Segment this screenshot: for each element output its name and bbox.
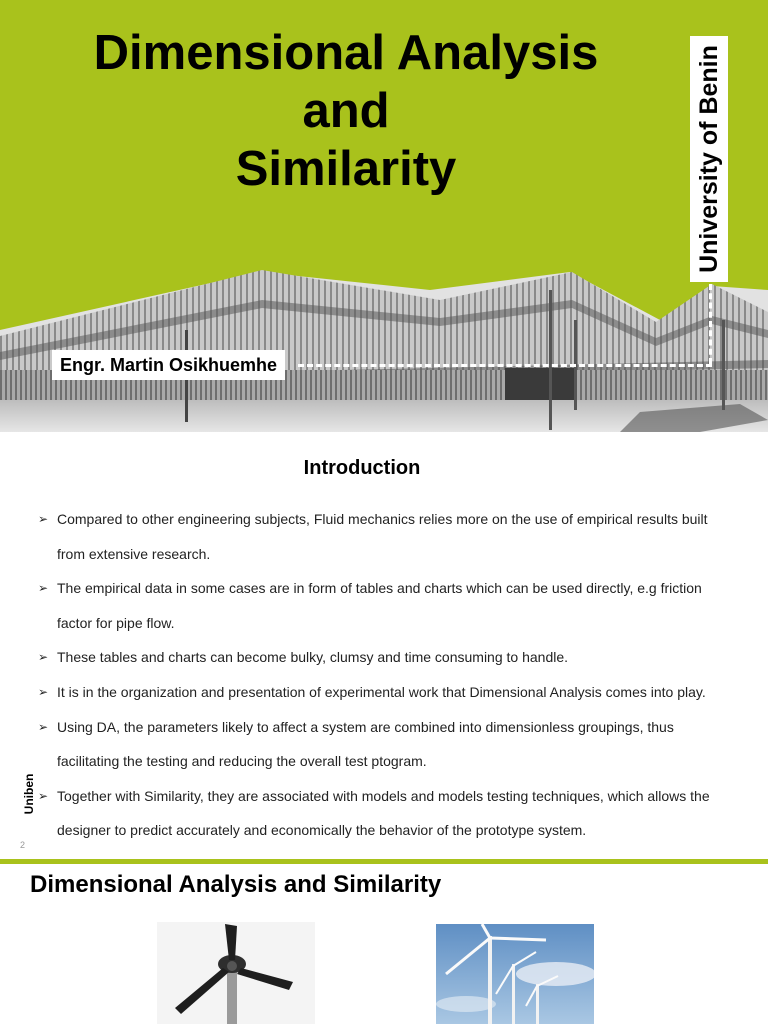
institution-name: University of Benin: [695, 45, 723, 273]
introduction-slide: [0, 432, 768, 860]
title-line: and: [302, 84, 390, 138]
arrow-bullet-icon: ➢: [38, 788, 49, 803]
title-line: Dimensional Analysis: [93, 26, 599, 80]
list-item: [38, 571, 738, 640]
bullet-text: Compared to other engineering subjects, Fluid mechanics relies more on the use of empirical results built from extensive research.: [57, 511, 708, 562]
list-item: [38, 640, 738, 675]
bullet-list: [38, 502, 738, 848]
presentation-title: [0, 24, 692, 198]
list-item: [38, 675, 738, 710]
bullet-text: Together with Similarity, they are associated with models and models testing techniques, which allows the designer to predict accurately and economically the behavior of the prototype system.: [57, 787, 710, 839]
connector-line: [298, 364, 712, 367]
arrow-bullet-icon: ➢: [38, 719, 49, 734]
list-item: [38, 779, 738, 848]
connector-line: [709, 284, 712, 364]
arrow-bullet-icon: ➢: [38, 650, 49, 665]
bullet-text: Using DA, the parameters likely to affect a system are combined into dimensionless groupings, thus facilitating the testing and reducing the overall test ptogram.: [57, 718, 674, 770]
wind-turbine-model-image: [157, 922, 315, 1024]
wind-farm-image: [436, 924, 594, 1024]
title-slide: [0, 0, 768, 432]
arrow-bullet-icon: ➢: [38, 512, 49, 526]
arrow-bullet-icon: ➢: [38, 684, 49, 699]
bullet-text: It is in the organization and presentation of experimental work that Dimensional Analysis comes into play.: [57, 683, 706, 700]
arrow-bullet-icon: ➢: [38, 581, 49, 596]
section-heading: Introduction: [303, 457, 421, 479]
bullet-text: The empirical data in some cases are in form of tables and charts which can be used directly, e.g friction factor for pipe flow.: [57, 580, 702, 631]
slide-heading: Dimensional Analysis and Similarity: [30, 871, 442, 898]
divider: [0, 859, 768, 864]
list-item: [38, 710, 738, 779]
author-name: Engr. Martin Osikhuemhe: [52, 350, 285, 380]
list-item: [38, 502, 738, 571]
page-number: 2: [20, 840, 26, 850]
side-label: Uniben: [22, 773, 36, 815]
title-line: Similarity: [235, 142, 457, 196]
bullet-text: These tables and charts can become bulky, clumsy and time consuming to handle.: [57, 649, 569, 666]
